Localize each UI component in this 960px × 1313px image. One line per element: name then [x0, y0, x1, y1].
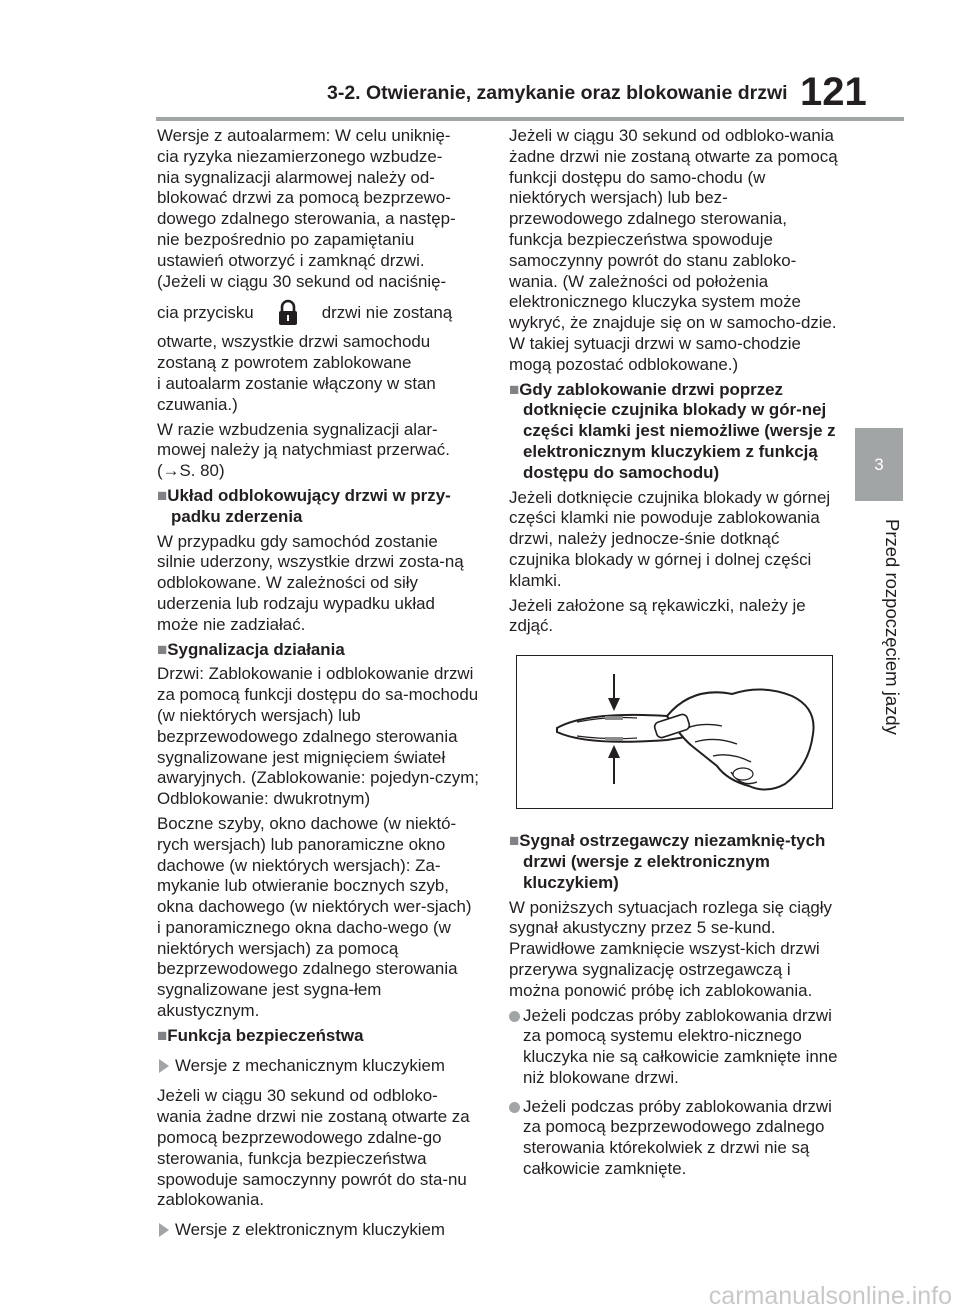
chapter-number-tab: 3 [855, 428, 903, 501]
list-item: Jeżeli podczas próby zablokowania drzwi za pomocą systemu elektro-nicznego kluczyka nie są całkowicie zamknięte inne niż blokowane drzwi. [509, 1006, 839, 1089]
subheading-electronic-key: Wersje z elektronicznym kluczykiem [157, 1220, 479, 1241]
paragraph-windows-signal: Boczne szyby, okno dachowe (w niektó-rych wersjach) lub panoramiczne okno dachowe (w niektórych wersjach): Za-mykanie lub otwieranie bocznych szyb, okna dachowego (w niektórych wer-sjach) i panoramicznego okna dacho-wego (w niektórych wersjach) za pomocą bezprzewodowego zdalnego sterowania sygnalizowane jest sygna-łem akustycznym. [157, 813, 472, 1021]
square-bullet-icon: ■ [157, 485, 168, 505]
heading-warning-signal: ■Sygnał ostrzegawczy niezamknię-tych drzwi (wersje z elektronicznym kluczykiem) [509, 831, 826, 892]
paragraph-doors-signal: Drzwi: Zablokowanie i odblokowanie drzwi za pomocą funkcji dostępu do sa-mochodu (w niektórych wersjach) lub bezprzewodowego zdalnego sterowania sygnalizowane jest mignięciem świateł awaryjnych. (Zablokowanie: pojedyn-czym; Odblokowanie: dwukrotnym) [157, 664, 479, 809]
square-bullet-icon: ■ [157, 639, 168, 659]
heading-crash-unlock: ■Układ odblokowujący drzwi w przy-padku zderzenia [157, 485, 451, 526]
header-divider [156, 117, 904, 121]
subheading-mechanical-key: Wersje z mechanicznym kluczykiem [157, 1056, 479, 1077]
paragraph-alarm: Wersje z autoalarmem: W celu uniknię- cia ryzyka niezamierzonego wzbudze- nia sygnalizacji alarmowej należy od- blokować drzwi za pomocą bezprzewo- dowego zdalnego sterowania, a następ- nie bezpośrednio po zapamiętaniu ustawień otworzyć i zamknąć drzwi. (Jeżeli w ciągu 30 sekund od naciśnię- [157, 126, 456, 291]
paragraph-electronic-key: Jeżeli w ciągu 30 sekund od odbloko-wania żadne drzwi nie zostaną otwarte za pomocą funkcji dostępu do samo-chodu (w niektórych wersjach) lub bez-przewodowego zdalnego sterowania, funkcja bezpieczeństwa spowoduje samoczynny powrót do stanu zabloko-wania. (W zależności od położenia elektronicznego kluczyka system może wykryć, że znajduje się on w samocho-dzie. W takiej sytuacji drzwi w samo-chodzie mogą pozostać odblokowane.) [509, 126, 838, 374]
square-bullet-icon: ■ [509, 831, 520, 851]
square-bullet-icon: ■ [509, 379, 520, 399]
paragraph-alarm-end: otwarte, wszystkie drzwi samochodu zostaną z powrotem zablokowane i autoalarm zostanie włączony w stan czuwania.) [157, 332, 436, 414]
heading-operation-signal: ■Sygnalizacja działania [157, 639, 345, 659]
page-number: 121 [800, 70, 867, 114]
chapter-title: Przed rozpoczęciem jazdy [882, 519, 903, 735]
lock-button-line: cia przycisku drzwi nie zostaną [157, 298, 479, 328]
paragraph-gloves: Jeżeli założone są rękawiczki, należy je zdjąć. [509, 595, 806, 636]
paragraph-mechanical-key: Jeżeli w ciągu 30 sekund od odbloko-wania żadne drzwi nie zostaną otwarte za pomocą bezprzewodowego zdalne-go sterowania, funkcja bezpieczeństwa spowoduje samoczynny powrót do sta-nu zablokowania. [157, 1086, 470, 1210]
list-item: Jeżeli podczas próby zablokowania drzwi za pomocą bezprzewodowego zdalnego sterowania którekolwiek z drzwi nie są całkowicie zamknięte. [509, 1097, 839, 1180]
heading-security-function: ■Funkcja bezpieczeństwa [157, 1025, 364, 1045]
paragraph-alarm-stop: W razie wzbudzenia sygnalizacji alar- mowej należy ją natychmiast przerwać. (→S. 80) [157, 419, 450, 481]
square-bullet-icon: ■ [157, 1025, 168, 1045]
round-bullet-icon [509, 1102, 520, 1113]
door-handle-drawing [517, 656, 831, 807]
heading-lock-sensor: ■Gdy zablokowanie drzwi poprzez dotknięcie czujnika blokady w gór-nej części klamki jest niemożliwe (wersje z elektronicznym kluczykiem z funkcją dostępu do samochodu) [509, 379, 836, 482]
triangle-bullet-icon [159, 1059, 169, 1073]
door-handle-illustration [516, 655, 833, 809]
lock-icon [260, 298, 316, 328]
round-bullet-icon [509, 1011, 520, 1022]
right-column [509, 126, 839, 1188]
triangle-bullet-icon [159, 1223, 169, 1237]
paragraph-lock-sensor: Jeżeli dotknięcie czujnika blokady w górnej części klamki nie powoduje zablokowania drzwi, należy jednocze-śnie dotknąć czujnika blokady w górnej i dolnej części klamki. [509, 487, 831, 590]
left-column [157, 126, 479, 1251]
watermark: carmanualsonline.info [708, 1282, 952, 1310]
paragraph-warning-signal: W poniższych sytuacjach rozlega się ciągły sygnał akustyczny przez 5 se-kund. Prawidłowe zamknięcie wszyst-kich drzwi przerywa sygnalizację ostrzegawczą i można ponowić próbę ich zablokowania. [509, 897, 832, 1000]
section-title: 3-2. Otwieranie, zamykanie oraz blokowanie drzwi [327, 82, 788, 104]
paragraph-crash-unlock: W przypadku gdy samochód zostanie silnie uderzony, wszystkie drzwi zosta-ną odblokowane. W zależności od siły uderzenia lub rodzaju wypadku układ może nie zadziałać. [157, 531, 464, 634]
